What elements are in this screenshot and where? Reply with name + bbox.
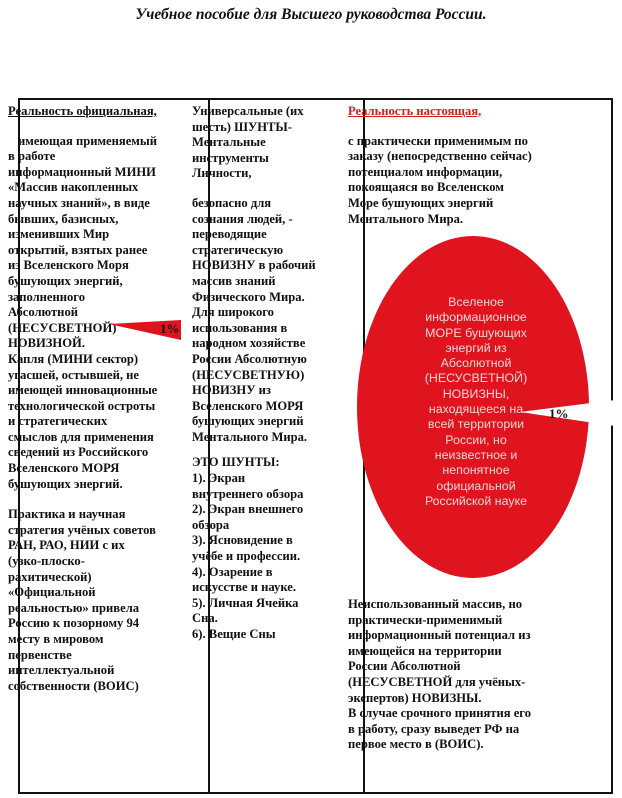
shunts-description-text (192, 196, 348, 446)
text-line: в работу, сразу выведет РФ на (348, 721, 520, 736)
text-line: с практически применимым по (348, 133, 528, 148)
text-line: в работе (8, 149, 56, 164)
sea-sector-percent: 1% (549, 406, 569, 421)
text-line: месту в мировом (8, 632, 104, 646)
ellipse-text-line: Вселеное (448, 295, 504, 309)
text-line: экспертов) НОВИЗНЫ. (348, 690, 482, 705)
text-line: изменивших Мир (8, 227, 110, 242)
text-line: бушующих энергий. (8, 476, 123, 491)
text-line: Россию к позорному 94 (8, 616, 140, 631)
text-line: НОВИЗНУ в рабочий (192, 258, 316, 273)
text-line: шесть) ШУНТЫ- (192, 119, 292, 134)
text-line: использования в (192, 320, 288, 335)
text-line: имеющейся на территории (348, 643, 502, 658)
shunt-list-item: 3). Ясновидение в (192, 533, 293, 548)
text-line: Море бушующих энергий (348, 195, 494, 210)
ellipse-text-line: находящееся на (428, 402, 524, 417)
text-line: Абсолютной (8, 305, 78, 320)
shunts-intro-text (192, 104, 348, 182)
text-line: интеллектуальной (8, 663, 115, 678)
text-line: заказу (непосредственно сейчас) (348, 149, 532, 164)
text-line: информационный потенциал из (348, 628, 531, 643)
shunt-list-item: 5). Личная Ячейка (192, 595, 299, 610)
text-line: Практика и научная (8, 507, 126, 522)
text-line: смыслов для применения (8, 429, 154, 444)
text-line: Личности, (192, 166, 252, 181)
column-shunts (192, 104, 348, 643)
column-official-reality (8, 104, 188, 694)
shunts-title: ЭТО ШУНТЫ: (192, 455, 280, 470)
shunt-list-item: 1). Экран (192, 471, 246, 486)
column-true-reality (348, 104, 588, 227)
text-line: народном хозяйстве (192, 336, 306, 351)
text-line: научных знаний», в виде (8, 195, 150, 210)
text-line: угасшей, остывшей, не (8, 367, 140, 382)
ellipse-text-line: Абсолютной (440, 356, 512, 371)
ellipse-text-line: Российской науке (424, 493, 528, 508)
shunt-list-item: искусстве и науке. (192, 580, 297, 595)
true-reality-bottom (348, 597, 588, 753)
text-line: инструменты (192, 150, 269, 165)
text-line: НОВИЗНУ из (192, 383, 271, 398)
text-line: собственности (ВОИС) (8, 678, 139, 693)
text-line: (НЕСУСВЕТНУЮ) (192, 367, 305, 382)
text-line: НОВИЗНОЙ. (8, 336, 85, 351)
text-line: стратегия учёных советов (8, 522, 156, 537)
text-line: Универсальные (их (192, 104, 304, 118)
shunt-list-item: 6). Вещие Сны (192, 627, 276, 641)
text-line: технологической остроты (8, 398, 156, 413)
text-line: и стратегических (8, 414, 108, 429)
text-line: Ментальные (192, 135, 266, 150)
ellipse-text-line: (НЕСУСВЕТНОЙ) (424, 371, 528, 386)
text-line: первенстве (8, 647, 72, 662)
text-line: «Массив накопленных (8, 180, 139, 195)
shunt-list-item: обзора (192, 517, 230, 532)
shunt-list-item: Сна. (192, 611, 218, 626)
ellipse-text-line: информационное (425, 310, 527, 325)
text-line: бушующих энергий, (8, 273, 123, 288)
text-line: Неиспользованный массив, но (348, 597, 523, 611)
ellipse-text-line: неизвестное и (434, 447, 518, 462)
ellipse-text (405, 295, 547, 509)
text-line: переводящие (192, 227, 267, 242)
text-line: практически-применимый (348, 612, 503, 627)
official-reality-header: Реальность официальная, (8, 104, 157, 118)
true-reality-text (348, 134, 588, 228)
page-title: Учебное пособие для Высшего руководства России. (135, 6, 487, 23)
text-line: покоящаяся во Вселенском (348, 180, 504, 195)
shunt-list-item: 4). Озарение в (192, 564, 273, 579)
text-line: потенциалом информации, (348, 164, 503, 179)
ellipse-text-line: России, но (445, 432, 507, 447)
true-reality-summary-text (348, 597, 588, 753)
text-line: бушующих энергий (192, 414, 304, 429)
shunt-list-item: учёбе и профессии. (192, 549, 301, 564)
shunt-list-item: 2). Экран внешнего (192, 502, 304, 517)
text-line: Капля (МИНИ сектор) (8, 351, 139, 366)
text-line: (НЕСУСВЕТНОЙ) (8, 320, 117, 335)
text-line: безопасно для (192, 195, 272, 210)
text-line: имеющая применяемый (18, 133, 157, 148)
text-line: Ментального Мира. (348, 211, 464, 226)
text-line: имеющей инновационные (8, 383, 158, 398)
text-line: из Вселенского Моря (8, 258, 129, 273)
text-line: РАН, РАО, НИИ с их (8, 538, 125, 553)
ellipse-text-line: МОРЕ бушующих (425, 325, 527, 340)
text-line: сознания людей, - (192, 211, 293, 226)
text-line: стратегическую (192, 242, 284, 257)
text-line: рахитической) (8, 569, 92, 584)
text-line: информационный МИНИ (8, 164, 156, 179)
official-reality-text (8, 134, 188, 493)
text-line: Для широкого (192, 305, 274, 320)
text-line: (НЕСУСВЕТНОЙ для учёных- (348, 674, 526, 689)
text-line: России Абсолютную (192, 351, 307, 366)
text-line: заполненного (8, 289, 86, 304)
ellipse-text-line: НОВИЗНЫ, (442, 386, 510, 401)
text-line: открытий, взятых ранее (8, 242, 148, 257)
ellipse-text-line: всей территории (427, 417, 525, 432)
text-line: России Абсолютной (348, 659, 461, 674)
shunts-list (192, 471, 348, 643)
text-line: сведений из Российского (8, 445, 149, 460)
small-sector-percent: 1% (160, 321, 180, 336)
ellipse-text-line: энергий из (445, 340, 507, 355)
ellipse-text-line: непонятное (442, 463, 510, 478)
text-line: первое место в (ВОИС). (348, 737, 484, 752)
text-line: В случае срочного принятия его (348, 706, 531, 721)
text-line: Вселенского МОРЯ (192, 398, 304, 413)
text-line: Ментального Мира. (192, 429, 308, 444)
text-line: бывших, базисных, (8, 211, 119, 226)
ellipse-text-line: официальной (436, 478, 516, 493)
true-reality-header: Реальность настоящая, (348, 104, 482, 118)
text-line: (узко-плоско- (8, 554, 85, 569)
official-reality-practice-text (8, 507, 188, 694)
text-line: Физического Мира. (192, 289, 305, 304)
text-line: реальностью» привела (8, 600, 140, 615)
text-line: Вселенского МОРЯ (8, 461, 120, 476)
shunt-list-item: внутреннего обзора (192, 486, 304, 501)
text-line: «Официальной (8, 585, 96, 600)
text-line: массив знаний (192, 273, 276, 288)
